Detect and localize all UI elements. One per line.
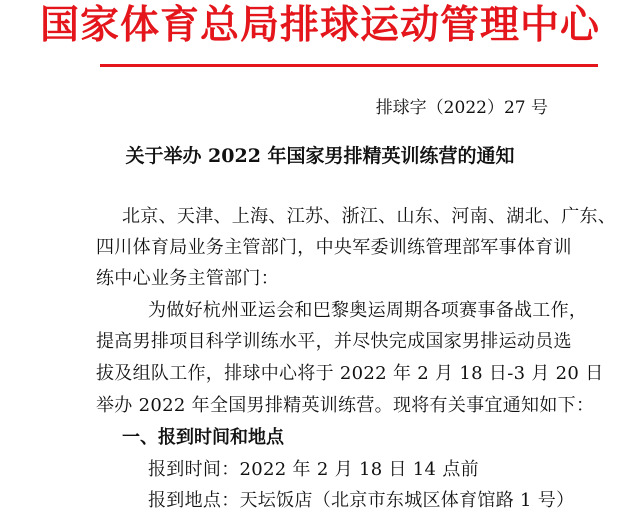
report-place: 报到地点：天坛饭店（北京市东城区体育馆路 1 号） (148, 490, 575, 511)
addressee-line: 北京、天津、上海、江苏、浙江、山东、河南、湖北、广东、 (122, 206, 617, 227)
intro-paragraph-line: 为做好杭州亚运会和巴黎奥运周期各项赛事备战工作， (148, 300, 588, 321)
organization-header: 国家体育总局排球运动管理中心 (39, 2, 600, 48)
header-red-rule (100, 64, 598, 67)
intro-paragraph-line: 提高男排项目科学训练水平，并尽快完成国家男排运动员选 (96, 331, 572, 352)
addressee-line: 练中心业务主管部门： (96, 268, 279, 289)
section-heading: 一、报到时间和地点 (122, 427, 284, 448)
intro-paragraph-line: 举办 2022 年全国男排精英训练营。现将有关事宜通知如下： (96, 395, 595, 416)
document-number: 排球字（2022）27 号 (375, 98, 548, 118)
addressee-line: 四川体育局业务主管部门，中央军委训练管理部军事体育训 (96, 237, 572, 258)
document-title: 关于举办 2022 年国家男排精英训练营的通知 (125, 145, 515, 167)
intro-paragraph-line: 拔及组队工作，排球中心将于 2022 年 2 月 18 日-3 月 20 日 (96, 363, 604, 384)
report-time: 报到时间：2022 年 2 月 18 日 14 点前 (148, 459, 479, 480)
